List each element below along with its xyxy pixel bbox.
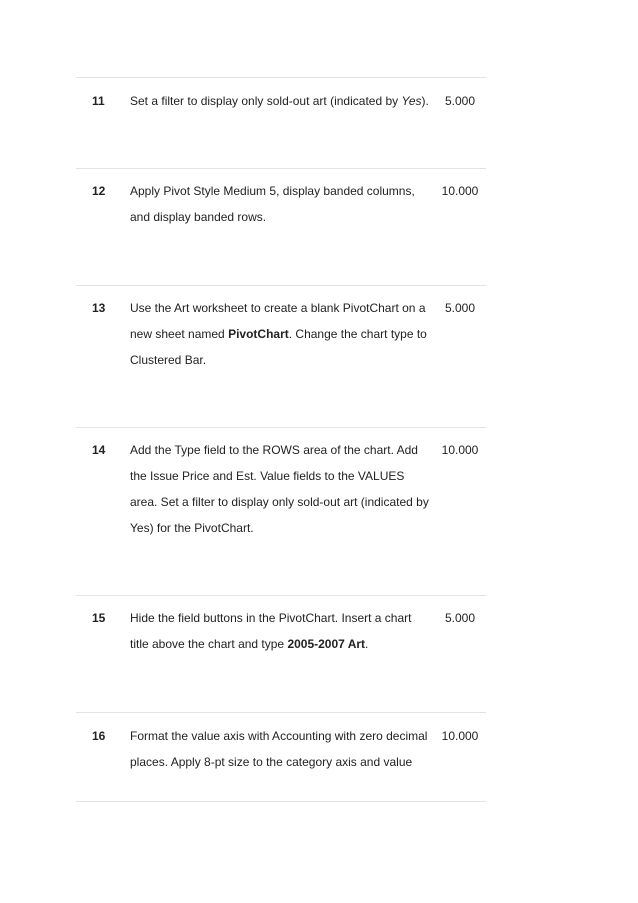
description-line: Add the Type field to the ROWS area of the chart. Add [130,443,418,457]
task-number: 15 [92,611,106,625]
description-line: places. Apply 8-pt size to the category axis and value [130,755,413,769]
task-number: 11 [92,94,105,108]
description-line: area. Set a filter to display only sold-out art (indicated by [130,495,429,509]
row-divider [76,427,486,428]
text-run-italic: Yes [401,94,422,108]
description-line: Hide the field buttons in the PivotChart. Insert a chart [130,611,412,625]
task-description [130,88,430,114]
text-run-bold: 2005-2007 Art [287,637,366,651]
text-run-bold: PivotChart [228,327,289,341]
task-description [130,605,430,657]
text-run: . [365,637,369,651]
text-run: new sheet named [130,327,229,341]
task-points: 5.000 [444,301,476,315]
description-line [130,631,430,657]
task-description [130,178,430,230]
row-divider [76,285,486,286]
row-divider [76,712,486,713]
task-number: 14 [92,443,106,457]
description-line [130,321,430,347]
description-line: Use the Art worksheet to create a blank PivotChart on a [130,301,426,315]
task-number: 13 [92,301,106,315]
text-run: Set a filter to display only sold-out art (indicated by [130,94,402,108]
task-description [130,437,430,541]
task-points: 10.000 [441,729,479,743]
description-line: the Issue Price and Est. Value fields to the VALUES [130,469,405,483]
row-divider [76,801,486,802]
description-line: Apply Pivot Style Medium 5, display banded columns, [130,184,415,198]
row-divider [76,168,486,169]
description-line: Clustered Bar. [130,353,207,367]
task-points: 10.000 [441,184,479,198]
text-run: title above the chart and type [130,637,288,651]
task-points: 5.000 [444,611,476,625]
task-number: 16 [92,729,106,743]
text-run: . Change the chart type to [288,327,427,341]
description-line: Format the value axis with Accounting with zero decimal [130,729,428,743]
description-line: and display banded rows. [130,210,267,224]
description-line [130,88,430,114]
task-number: 12 [92,184,106,198]
task-points: 10.000 [441,443,479,457]
task-description [130,295,430,373]
description-line: Yes) for the PivotChart. [130,521,254,535]
row-divider [76,595,486,596]
task-points: 5.000 [444,94,476,108]
task-description [130,723,430,775]
row-divider [76,77,486,78]
text-run: ). [421,94,429,108]
